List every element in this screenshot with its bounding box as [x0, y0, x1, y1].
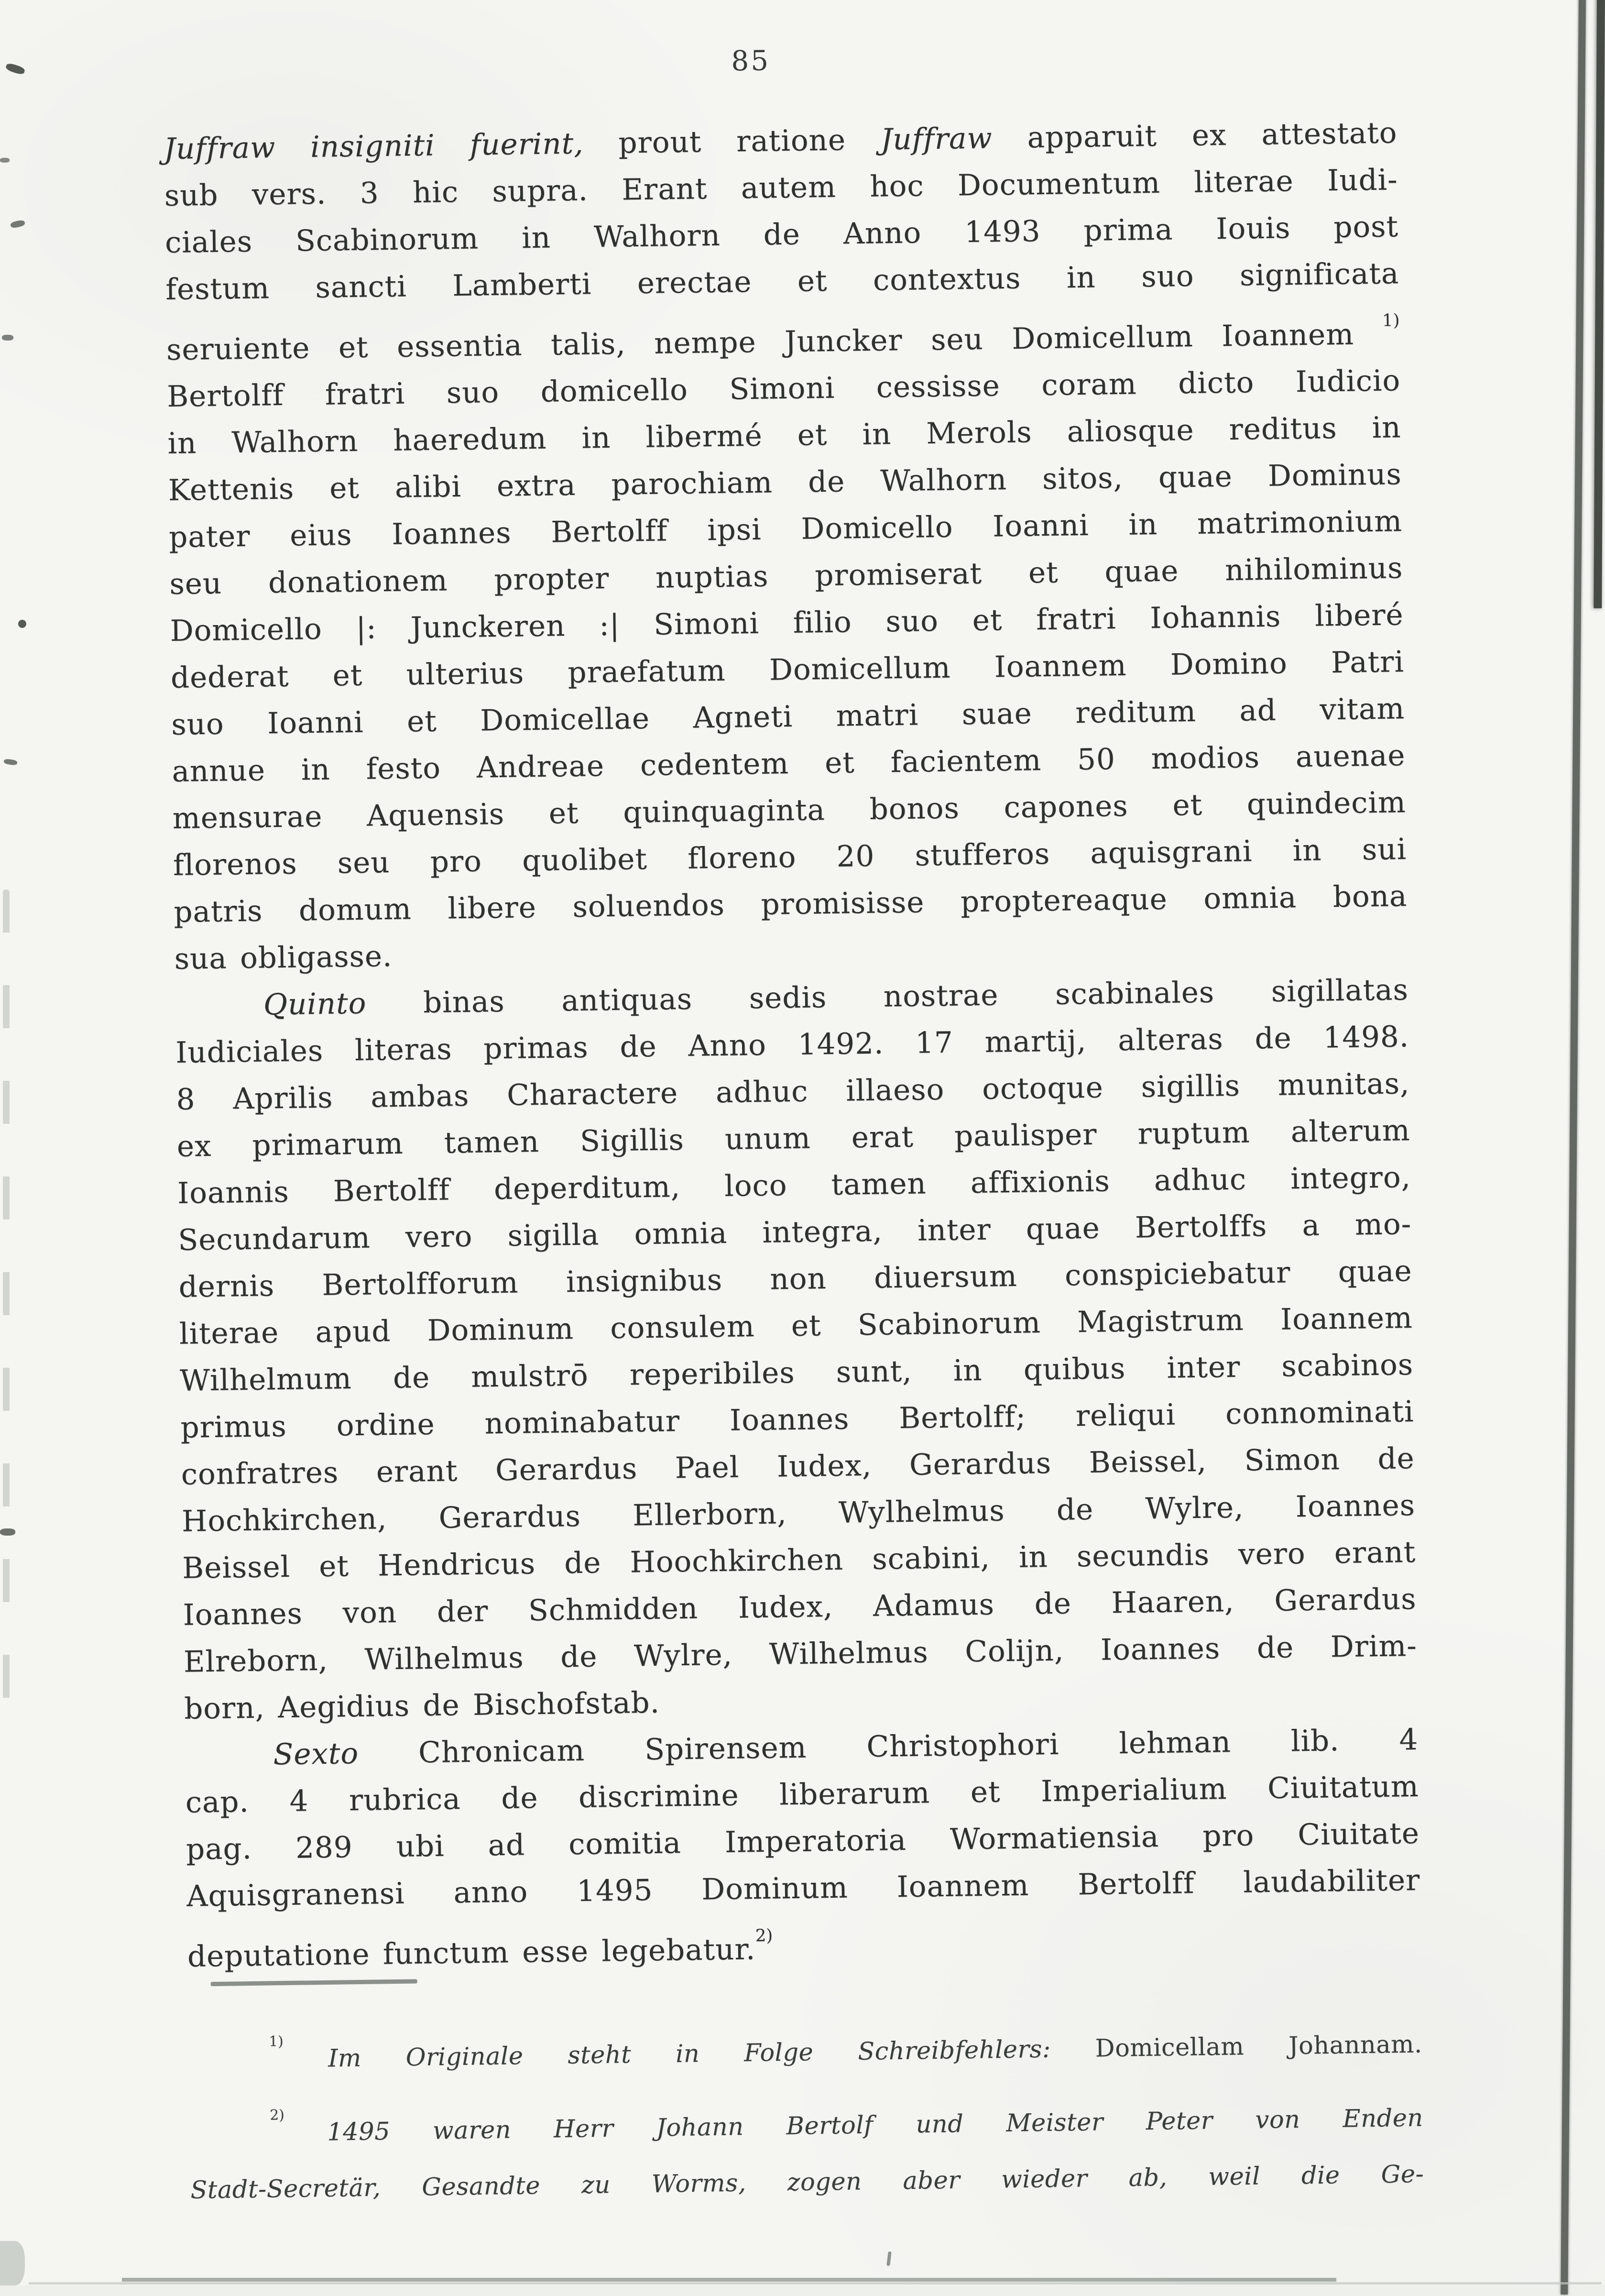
text-segment: cap. 4 rubrica de discrimine liberarum et Imperialium Ciuitatum	[185, 1769, 1419, 1820]
text-segment: seu donationem propter nuptias promiserat et quae nihilominus	[169, 551, 1403, 602]
text-segment: literae apud Dominum consulem et Scabinorum Magistrum Ioannem	[179, 1301, 1413, 1351]
text-segment: born, Aegidius de Bischofstab.	[184, 1686, 660, 1726]
text-segment: Juffraw	[880, 121, 993, 157]
text-segment: Elreborn, Wilhelmus de Wylre, Wilhelmus Colijn, Ioannes de Drim-	[183, 1629, 1418, 1680]
scan-artifact	[0, 158, 10, 163]
scan-artifact	[2, 335, 13, 341]
scan-left-streak	[3, 890, 10, 1726]
text-segment: Im Originale steht in Folge Schreibfehlers:	[283, 2035, 1051, 2074]
text-segment: ex primarum tamen Sigillis unum erat paulisper ruptum alterum	[176, 1113, 1411, 1164]
text-segment: sua obligasse.	[174, 939, 393, 977]
text-segment: 2)	[270, 2107, 284, 2123]
text-segment: Ioannis Bertolff deperditum, loco tamen affixionis adhuc integro,	[177, 1160, 1411, 1211]
text-segment: 1)	[269, 2033, 284, 2050]
text-segment: seruiente et essentia talis, nempe Juncker seu Domicellum Ioannem	[166, 317, 1383, 367]
text-segment: primus ordine nominabatur Ioannes Bertolff; reliqui connominati	[180, 1395, 1414, 1445]
text-segment: deputatione functum esse legebatur.	[187, 1932, 756, 1974]
text-segment: Secundarum vero sigilla omnia integra, inter quae Bertolffs a mo-	[177, 1207, 1412, 1258]
scan-artifact	[18, 620, 26, 628]
text-segment: annue in festo Andreae cedentem et facientem 50 modios auenae	[172, 738, 1406, 789]
text-segment: dederat et ulterius praefatum Domicellum Ioannem Domino Patri	[170, 645, 1405, 695]
text-segment: Iudiciales literas primas de Anno 1492. 17 martij, alteras de 1498.	[175, 1020, 1409, 1070]
text-segment: festum sancti Lamberti erectae et contextus in suo significata	[165, 256, 1399, 307]
text-segment: sub vers. 3 hic supra. Erant autem hoc Documentum literae Iudi-	[164, 163, 1398, 213]
text-segment: Quinto	[263, 986, 367, 1022]
text-segment: Sexto	[273, 1736, 359, 1772]
text-segment: Chronicam Spirensem Christophori lehman lib. 4	[358, 1723, 1419, 1771]
text-segment: suo Ioanni et Domicellae Agneti matri suae reditum ad vitam	[171, 692, 1405, 742]
text-segment: 8 Aprilis ambas Charactere adhuc illaeso octoque sigillis munitas,	[176, 1066, 1410, 1117]
text-segment: 1495 waren Herr Johann Bertolf und Meister Peter von Enden	[284, 2104, 1424, 2148]
text-segment: Stadt-Secretär, Gesandte zu Worms, zogen aber wieder ab, weil die Ge-	[190, 2160, 1424, 2205]
text-segment: Aquisgranensi anno 1495 Dominum Ioannem Bertolff laudabiliter	[186, 1863, 1420, 1913]
footnote-block	[188, 1999, 1424, 2219]
main-text-block	[164, 110, 1421, 1980]
scan-bottom-line-faint	[29, 2282, 1602, 2285]
footnote-rule	[211, 1979, 417, 1986]
text-segment: Kettenis et alibi extra parochiam de Walhorn sitos, quae Dominus	[168, 457, 1402, 508]
scan-corner-blob	[0, 2241, 25, 2285]
text-segment: Hochkirchen, Gerardus Ellerborn, Wylhelmus de Wylre, Ioannes	[181, 1488, 1416, 1539]
text-segment: florenos seu pro quolibet floreno 20 stufferos aquisgrani in sui	[173, 832, 1407, 883]
text-segment: pater eius Ioannes Bertolff ipsi Domicello Ioanni in matrimonium	[168, 504, 1403, 555]
text-segment: Domicellam Johannam.	[1050, 2030, 1423, 2064]
text-segment: prout ratione	[583, 122, 881, 161]
text-segment: dernis Bertolfforum insignibus non diuersum conspiciebatur quae	[178, 1254, 1412, 1305]
text-segment: confratres erant Gerardus Pael Iudex, Gerardus Beissel, Simon de	[181, 1441, 1415, 1492]
text-segment: Beissel et Hendricus de Hoochkirchen scabini, in secundis vero erant	[182, 1535, 1416, 1586]
text-segment: patris domum libere soluendos promisisse proptereaque omnia bona	[173, 879, 1408, 930]
text-segment: Ioannes von der Schmidden Iudex, Adamus de Haaren, Gerardus	[183, 1582, 1417, 1633]
text-segment: Bertolff fratri suo domicello Simoni cessisse coram dicto Iudicio	[166, 363, 1401, 414]
text-segment: apparuit ex attestato	[992, 116, 1398, 155]
scan-edge-shadow	[1594, 0, 1605, 608]
text-segment: Juffraw insigniti fuerint,	[164, 126, 584, 166]
text-segment: mensurae Aquensis et quinquaginta bonos capones et quindecim	[172, 785, 1407, 836]
text-segment: Domicello |: Junckeren :| Simoni filio suo et fratri Iohannis liberé	[170, 598, 1404, 648]
text-segment: binas antiquas sedis nostrae scabinales sigillatas	[366, 973, 1409, 1021]
text-segment: pag. 289 ubi ad comitia Imperatoria Wormatiensia pro Ciuitate	[186, 1816, 1420, 1867]
text-segment: 2)	[755, 1925, 773, 1946]
text-segment: ciales Scabinorum in Walhorn de Anno 1493 prima Iouis post	[164, 209, 1399, 260]
text-segment: Wilhelmum de mulstrō reperibiles sunt, in quibus inter scabinos	[179, 1348, 1414, 1398]
text-segment: 1)	[1382, 310, 1400, 330]
page-number: 85	[731, 44, 771, 77]
scan-bottom-line	[122, 2278, 1336, 2282]
text-segment: in Walhorn haeredum in libermé et in Merols aliosque reditus in	[167, 410, 1401, 461]
